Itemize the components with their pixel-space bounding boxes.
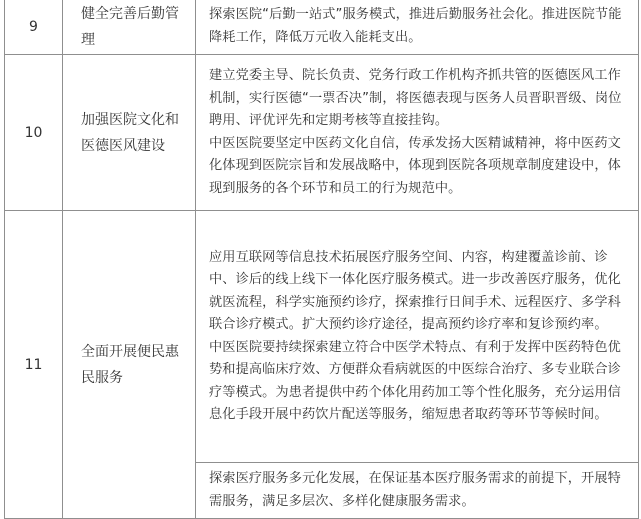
item-name: 全面开展便民惠民服务 — [63, 211, 196, 519]
description-paragraph: 探索医院“后勤一站式”服务模式，推进后勤服务社会化。推进医院节能降耗工作，降低万元收入能耗支出。 — [209, 7, 622, 45]
description-paragraph: 应用互联网等信息技术拓展医疗服务空间、内容，构建覆盖诊前、诊中、诊后的线上线下一体化医疗服务模式。进一步改善医疗服务，优化就医流程，科学实施预约诊疗，探索推行日间手术、远程医疗、多学科联合诊疗模式。扩大预约诊疗途径，提高预约诊疗率和复诊预约率。 — [209, 249, 621, 332]
description-paragraph: 探索医疗服务多元化发展，在保证基本医疗服务需求的前提下，开展特需服务，满足多层次、多样化健康服务需求。 — [209, 471, 621, 509]
row-number: 9 — [5, 0, 63, 55]
item-name: 健全完善后勤管理 — [63, 0, 196, 55]
item-description — [196, 0, 639, 55]
table-row — [5, 211, 639, 463]
item-description — [196, 463, 639, 519]
item-name: 加强医院文化和医德医风建设 — [63, 55, 196, 211]
policy-table — [4, 0, 639, 519]
description-paragraph: 中医医院要持续探索建立符合中医学术特点、有利于发挥中医药特色优势和提高临床疗效、方便群众看病就医的中医综合治疗、多专业联合诊疗等模式。为患者提供中药个体化用药加工等个性化服务，充分运用信息化手段开展中药饮片配送等服务，缩短患者取药等环节等候时间。 — [209, 339, 621, 422]
item-description — [196, 211, 639, 463]
table-row — [5, 0, 639, 55]
row-number: 11 — [5, 211, 63, 519]
item-description — [196, 55, 639, 211]
row-number: 10 — [5, 55, 63, 211]
table-row — [5, 55, 639, 211]
description-paragraph: 建立党委主导、院长负责、党务行政工作机构齐抓共管的医德医风工作机制，实行医德“一票否决”制，将医德表现与医务人员晋职晋级、岗位聘用、评优评先和定期考核等直接挂钩。 — [209, 68, 622, 128]
description-paragraph: 中医医院要坚定中医药文化自信，传承发扬大医精诚精神，将中医药文化体现到医院宗旨和发展战略中，体现到医院各项规章制度建设中，体现到服务的各个环节和员工的行为规范中。 — [209, 135, 621, 196]
